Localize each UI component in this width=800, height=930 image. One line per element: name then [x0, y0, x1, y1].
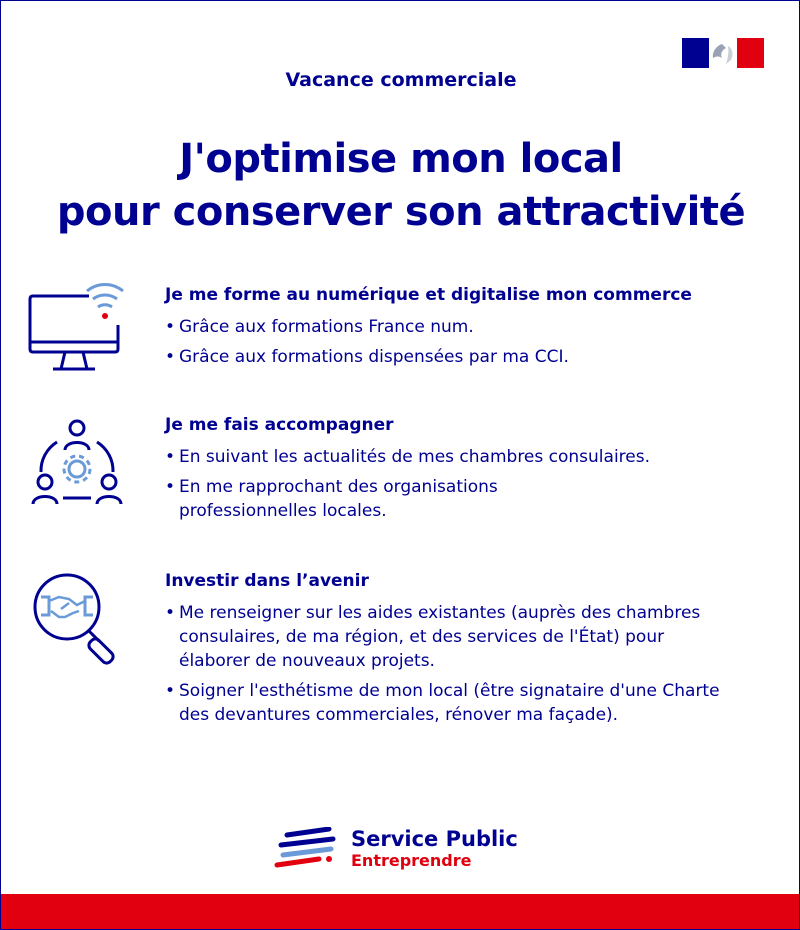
bullet-list: [165, 601, 739, 727]
title-line-2: pour conserver son attractivité: [56, 189, 746, 235]
bullet-mark: •: [165, 447, 176, 467]
bullet-mark: •: [165, 477, 176, 497]
bullet-mark: •: [165, 347, 176, 367]
people-network-icon: [29, 414, 129, 514]
section-digital: [165, 285, 692, 375]
kicker: Vacance commerciale: [285, 69, 517, 91]
section-invest: [165, 571, 739, 733]
logo-subtitle: Entreprendre: [351, 851, 472, 870]
list-item-text: Grâce aux formations France num.: [179, 317, 474, 337]
computer-wifi-icon: [27, 279, 131, 375]
bullet-mark: •: [165, 317, 176, 337]
list-item: [165, 445, 650, 469]
section-heading: Je me forme au numérique et digitalise mon commerce: [165, 285, 692, 305]
list-item-text: En suivant les actualités de mes chambres consulaires.: [179, 447, 651, 467]
footer-red-bar: [1, 894, 800, 930]
bullet-mark: •: [165, 681, 176, 701]
list-item: [165, 679, 729, 727]
marianne-flag-icon: [682, 38, 764, 68]
service-public-logo-icon: [273, 827, 339, 873]
magnifier-handshake-icon: [29, 569, 129, 669]
list-item-text: Me renseigner sur les aides existantes (auprès des chambres consulaires, de ma région, et des services de l'État) pour élaborer de nouveaux projets.: [179, 603, 701, 671]
bullet-mark: •: [165, 603, 176, 623]
logo-title: Service Public: [351, 827, 518, 851]
list-item: [165, 601, 739, 673]
section-heading: Je me fais accompagner: [165, 415, 394, 435]
list-item: [165, 475, 609, 523]
list-item: [165, 315, 692, 339]
bullet-list: [165, 315, 692, 369]
page-title: [1, 133, 800, 239]
list-item: [165, 345, 692, 369]
list-item-text: Grâce aux formations dispensées par ma CCI.: [179, 347, 569, 367]
list-item-text: Soigner l'esthétisme de mon local (être signataire d'une Charte des devantures commerciales, rénover ma façade).: [179, 681, 720, 725]
service-public-logo: [273, 827, 518, 873]
title-line-1: J'optimise mon local: [179, 136, 623, 182]
section-support: [165, 415, 650, 529]
section-heading: Investir dans l’avenir: [165, 571, 369, 591]
list-item-text: En me rapprochant des organisations professionnelles locales.: [179, 477, 498, 521]
bullet-list: [165, 445, 650, 523]
